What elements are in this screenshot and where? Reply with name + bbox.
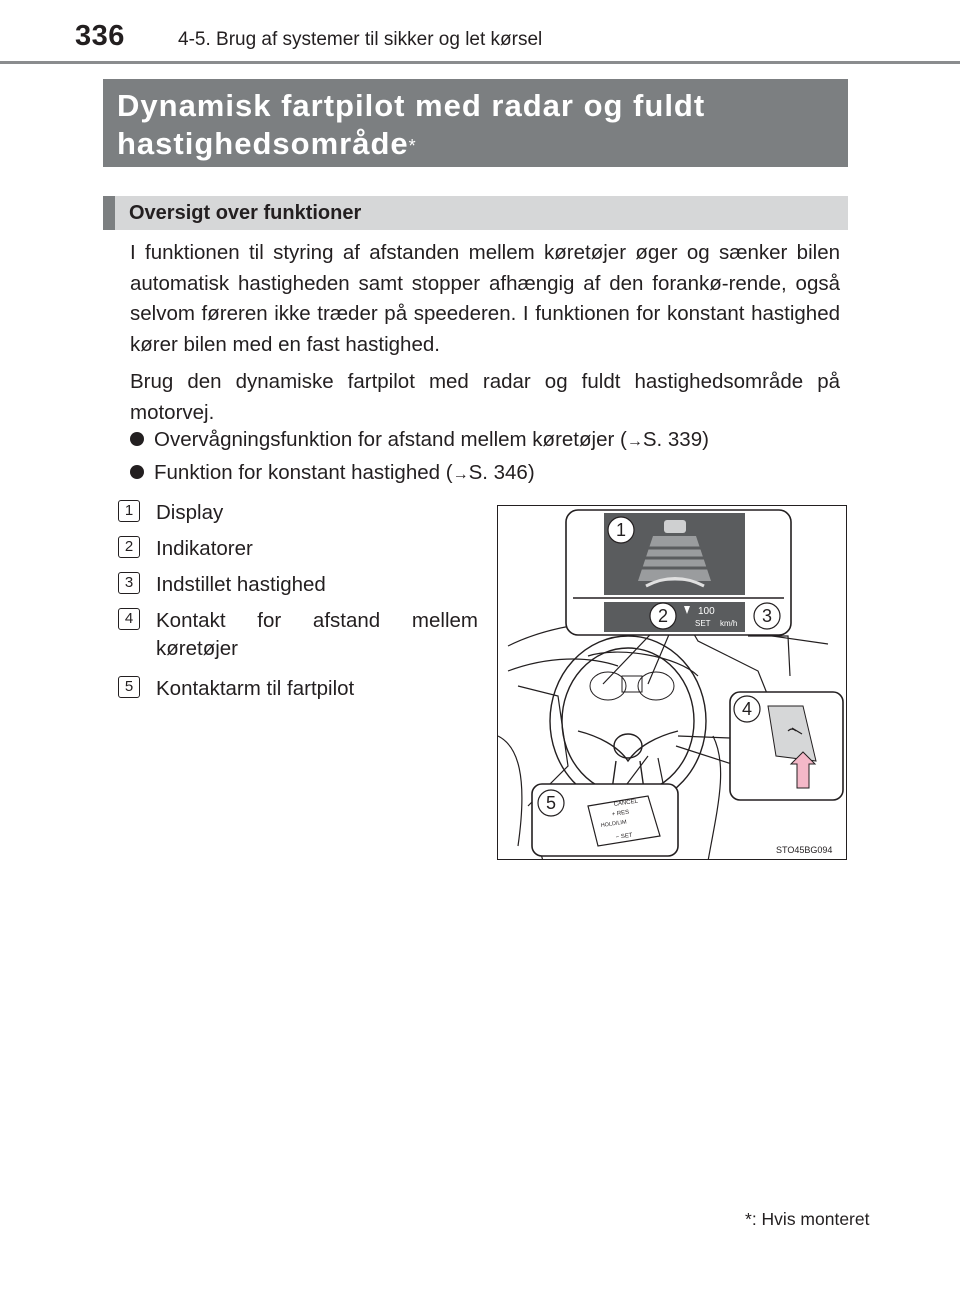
legend-label: Display	[156, 501, 224, 524]
instrument-cluster	[590, 672, 674, 700]
bullet-icon	[130, 465, 144, 479]
footnote-text: : Hvis monteret	[751, 1209, 870, 1229]
optional-marker: *	[408, 136, 417, 156]
footnote-marker: *	[745, 1209, 752, 1229]
legend-number-badge: 3	[118, 572, 140, 594]
legend-item	[118, 499, 478, 527]
chapter-title: 4-5. Brug af systemer til sikker og let kørsel	[178, 29, 543, 50]
callout-line-switch	[676, 736, 738, 766]
bullet-text: Funktion for konstant hastighed (	[154, 461, 453, 484]
arrow-icon: →	[626, 433, 643, 450]
legend-item	[118, 535, 478, 563]
section-heading: Oversigt over funktioner	[103, 196, 848, 230]
bullet-item	[130, 458, 535, 490]
cockpit-drawing	[498, 506, 847, 860]
callout-5: 5	[545, 793, 557, 813]
header-divider	[0, 61, 960, 64]
callout-4: 4	[741, 699, 753, 719]
legend-label: Kontaktarm til fartpilot	[156, 677, 355, 700]
display-set-label: SET	[695, 619, 711, 628]
legend-label: Kontakt for afstand mellem køretøjer	[156, 609, 478, 660]
page-title-bar	[103, 79, 848, 167]
legend-number-badge: 1	[118, 500, 140, 522]
display-speed-unit: km/h	[720, 619, 738, 628]
bullet-text: Overvågningsfunktion for afstand mellem køretøjer (	[154, 428, 627, 451]
lever-res-label: + RES	[611, 809, 630, 818]
callout-1: 1	[615, 520, 627, 540]
page-reference-link[interactable]: S. 346)	[468, 461, 535, 484]
legend-item	[118, 675, 478, 703]
lever-set-label: − SET	[615, 832, 633, 841]
page-reference-link[interactable]: S. 339)	[642, 428, 709, 451]
page-number: 336	[75, 20, 125, 52]
callout-2: 2	[657, 606, 669, 626]
legend-number-badge: 2	[118, 536, 140, 558]
legend-number-badge: 5	[118, 676, 140, 698]
bullet-item	[130, 425, 709, 457]
legend-item	[118, 607, 478, 663]
legend-item	[118, 571, 478, 599]
usage-paragraph: Brug den dynamiske fartpilot med radar og fuldt hastighedsområde på motorvej.	[130, 370, 840, 424]
legend-label: Indstillet hastighed	[156, 573, 326, 596]
page-title-line-1: Dynamisk fartpilot med radar og fuldt	[117, 88, 706, 123]
callout-3: 3	[761, 606, 773, 626]
figure-code: STO45BG094	[776, 845, 833, 855]
lever-cancel-label: CANCEL	[613, 798, 639, 808]
cockpit-illustration	[497, 505, 847, 860]
page-title-line-2	[117, 125, 834, 163]
arrow-icon: →	[452, 466, 469, 483]
steering-wheel	[550, 636, 706, 806]
lever-hold-label: HOLD/LIM	[600, 819, 628, 829]
display-speed: 100	[698, 606, 715, 617]
legend-label: Indikatorer	[156, 537, 253, 560]
legend-number-badge: 4	[118, 608, 140, 630]
page-title-line-2-text: hastighedsområde	[117, 126, 409, 161]
intro-paragraph: I funktionen til styring af afstanden mellem køretøjer øger og sænker bilen automatisk hastigheden samt stopper afhængig af den forankø-rende, også selvom føreren ikke træder på speederen. I funktionen for konstant hastighed kører bilen med en fast hastighed.	[130, 241, 840, 356]
bullet-icon	[130, 432, 144, 446]
footnote	[745, 1209, 870, 1230]
